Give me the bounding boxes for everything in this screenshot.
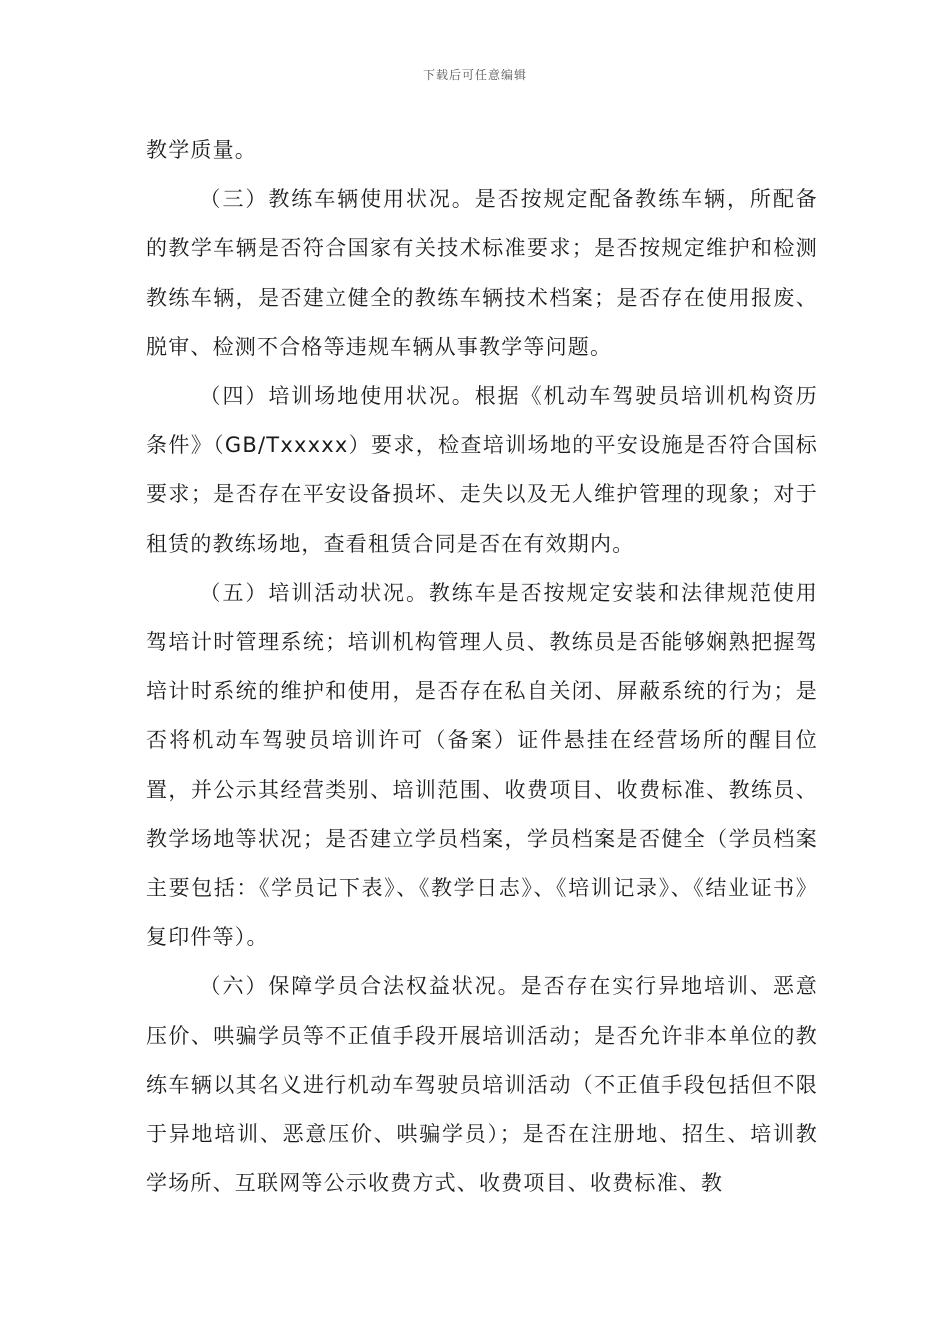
paragraph-section-4: （四）培训场地使用状况。根据《机动车驾驶员培训机构资历条件》（GB/Txxxxx）要求，检查培训场地的平安设施是否符合国标要求；是否存在平安设备损坏、走失以及无人维护管理的现象；对于租赁的教练场地，查看租赁合同是否在有效期内。: [146, 384, 818, 556]
paragraph-section-6: （六）保障学员合法权益状况。是否存在实行异地培训、恶意压价、哄骗学员等不正值手段开展培训活动；是否允许非本单位的教练车辆以其名义进行机动车驾驶员培训活动（不正值手段包括但不限于异地培训、恶意压价、哄骗学员）；是否在注册地、招生、培训教学场所、互联网等公示收费方式、收费项目、收费标准、教: [146, 974, 818, 1196]
page-header: 下载后可任意编辑: [422, 68, 527, 82]
document-body: [146, 126, 818, 1208]
paragraph-continuation: 教学质量。: [146, 138, 257, 162]
paragraph-section-3: （三）教练车辆使用状况。是否按规定配备教练车辆，所配备的教学车辆是否符合国家有关技术标准要求；是否按规定维护和检测教练车辆，是否建立健全的教练车辆技术档案；是否存在使用报废、脱审、检测不合格等违规车辆从事教学等问题。: [146, 187, 818, 359]
paragraph-section-5: （五）培训活动状况。教练车是否按规定安装和法律规范使用驾培计时管理系统；培训机构管理人员、教练员是否能够娴熟把握驾培计时系统的维护和使用，是否存在私自关闭、屏蔽系统的行为；是否将机动车驾驶员培训许可（备案）证件悬挂在经营场所的醒目位置，并公示其经营类别、培训范围、收费项目、收费标准、教练员、教学场地等状况；是否建立学员档案，学员档案是否健全（学员档案主要包括：《学员记下表》、《教学日志》、《培训记录》、《结业证书》复印件等）。: [146, 580, 818, 950]
